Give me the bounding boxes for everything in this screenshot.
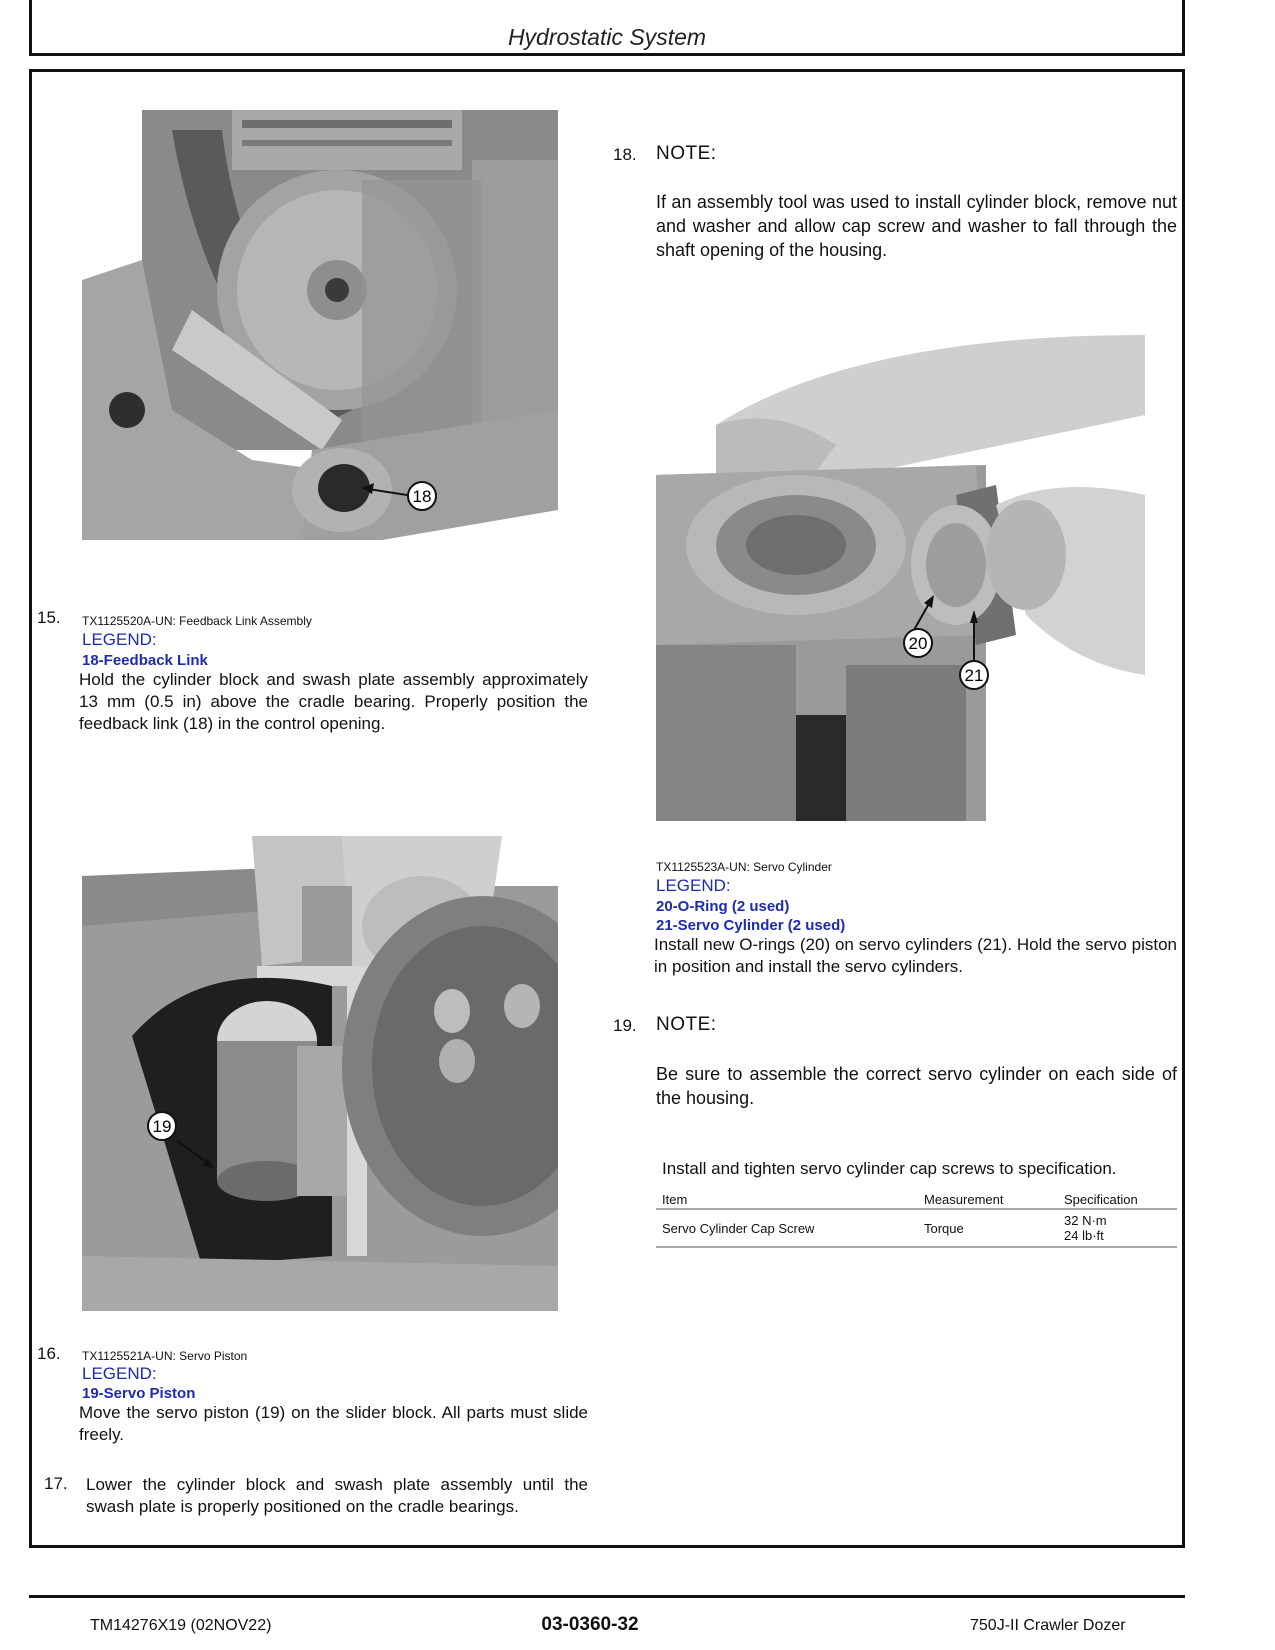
step-text-16: Move the servo piston (19) on the slider block. All parts must slide freely. [79,1403,588,1444]
note-title-18: NOTE: [656,143,717,164]
step-text-17: Lower the cylinder block and swash plate assembly until the swash plate is properly positioned on the cradle bearings. [86,1475,588,1516]
col-header-item: Item [656,1190,918,1209]
callout-20: 20 [908,634,928,653]
page-title: Hydrostatic System [507,24,707,50]
footer-rule [29,1595,1185,1598]
photo-servo-cylinder [656,335,1145,821]
spec-metric: 32 N·m [1064,1213,1107,1228]
col-header-measurement: Measurement [918,1190,1058,1209]
header-box [29,0,1185,56]
step-number-18: 18. [613,145,637,164]
cell-measurement: Torque [918,1209,1058,1247]
note-text-19: Be sure to assemble the correct servo cylinder on each side of the housing. [656,1064,1177,1108]
step-number-16: 16. [37,1344,61,1363]
figure-caption-16: TX1125521A-UN: Servo Piston [82,1349,248,1363]
legend-item-19: 19-Servo Piston [82,1385,196,1402]
legend-title-15: LEGEND: [82,630,157,649]
spec-intro: Install and tighten servo cylinder cap screws to specification. [662,1159,1117,1178]
spec-table [656,1190,1177,1248]
spec-imperial: 24 lb·ft [1064,1228,1104,1243]
table-row [656,1209,1177,1247]
legend-title-18: LEGEND: [656,876,731,895]
step-text-15: Hold the cylinder block and swash plate assembly approximately 13 mm (0.5 in) above the cradle bearing. Properly position the feedback link (18) in the control opening. [79,670,588,733]
footer-page-number: 03-0360-32 [541,1614,639,1635]
col-header-specification: Specification [1058,1190,1177,1209]
step-number-15: 15. [37,608,61,627]
step-text-18: Install new O-rings (20) on servo cylinders (21). Hold the servo piston in position and install the servo cylinders. [654,935,1177,976]
photo-feedback-link [82,110,558,540]
legend-item-18: 18-Feedback Link [82,652,208,669]
note-title-19: NOTE: [656,1014,717,1035]
figure-caption-18: TX1125523A-UN: Servo Cylinder [656,860,832,874]
spec-table-header-row [656,1190,1177,1209]
photo-servo-piston [82,836,558,1311]
callout-19: 19 [152,1117,172,1136]
footer-machine-name: 750J-II Crawler Dozer [970,1617,1126,1634]
legend-item-21: 21-Servo Cylinder (2 used) [656,917,846,934]
step-number-17: 17. [44,1474,68,1493]
callout-18: 18 [412,487,432,506]
callout-21: 21 [964,666,984,685]
note-text-18: If an assembly tool was used to install cylinder block, remove nut and washer and allow cap screw and washer to fall through the shaft opening of the housing. [656,192,1177,260]
figure-caption-15: TX1125520A-UN: Feedback Link Assembly [82,614,312,628]
footer-manual-id: TM14276X19 (02NOV22) [90,1617,272,1634]
cell-item: Servo Cylinder Cap Screw [656,1209,918,1247]
legend-item-20: 20-O-Ring (2 used) [656,898,790,915]
legend-title-16: LEGEND: [82,1364,157,1383]
step-number-19: 19. [613,1016,637,1035]
cell-specification [1058,1209,1177,1247]
